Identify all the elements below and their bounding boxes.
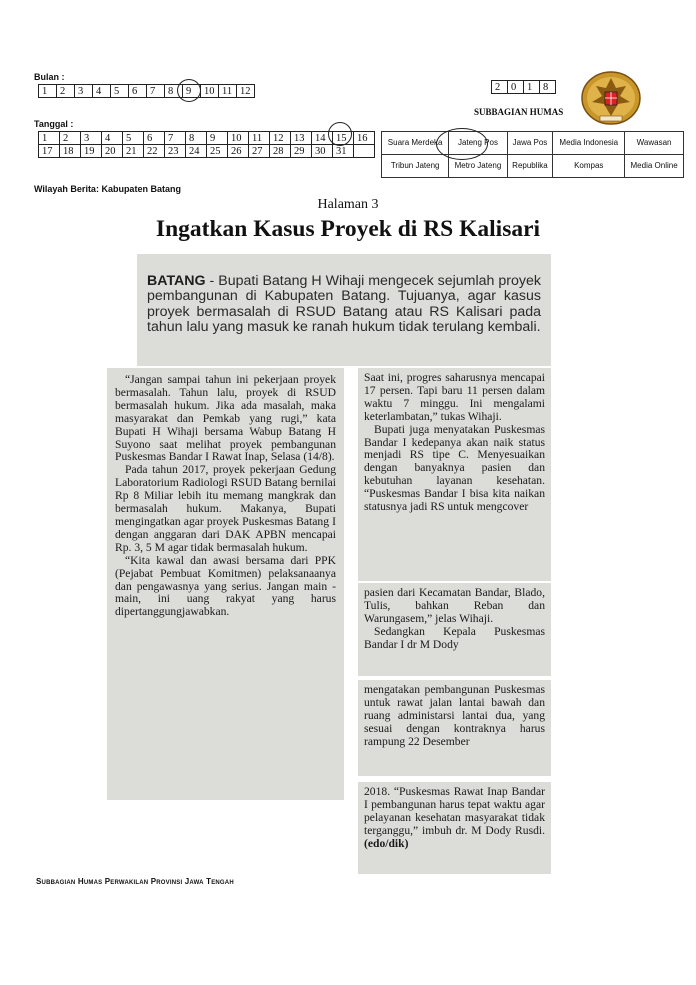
day-cell-6: 6: [144, 132, 165, 145]
col1-paragraph-3: “Kita kawal dan awasi bersama dari PPK (Pejabat Pembuat Komitmen) pelaksanaanya dan pengawasnya yang serius. Jangan main - main, ini uang rakyat yang harus dipertanggungjawabkan.: [115, 553, 336, 619]
month-cell-10: 10: [201, 85, 219, 98]
lead-city: BATANG: [147, 273, 206, 290]
day-cell-22: 22: [144, 145, 165, 158]
day-cell-11: 11: [249, 132, 270, 145]
month-cell-5: 5: [111, 85, 129, 98]
month-cell-1: 1: [39, 85, 57, 98]
month-cell-12: 12: [237, 85, 255, 98]
day-cell-14: 14: [312, 132, 333, 145]
day-cell-20: 20: [102, 145, 123, 158]
col2-paragraph-c: pasien dari Kecamatan Bandar, Blado, Tulis, bahkan Reban dan Warungasem,” jelas Wihaji.: [364, 586, 545, 625]
month-cell-6: 6: [129, 85, 147, 98]
month-cell-4: 4: [93, 85, 111, 98]
day-cell-4: 4: [102, 132, 123, 145]
garuda-emblem-icon: [580, 68, 642, 126]
bulan-label: Bulan :: [34, 72, 65, 82]
paper-jawa-pos: Jawa Pos: [507, 132, 553, 155]
day-cell-17: 17: [39, 145, 60, 158]
month-grid: [38, 84, 255, 98]
day-cell-18: 18: [60, 145, 81, 158]
year-digit-8: 8: [540, 81, 556, 94]
month-cell-3: 3: [75, 85, 93, 98]
newspaper-table: [381, 131, 684, 178]
wilayah-label: Wilayah Berita: Kabupaten Batang: [34, 184, 181, 194]
col1-paragraph-2: Pada tahun 2017, proyek pekerjaan Gedung Laboratorium Radiologi RSUD Batang bernilai Rp 8 Miliar lebih itu memang mangkrak dan bermasalah hukum. Makanya, Bupati mengingatkan agar proyek Puskesmas Batang I dengan anggaran dari DAK APBN mencapai Rp. 3, 5 M agar tidak bermasalah hukum.: [115, 463, 336, 554]
lead-paragraph: BATANG - Bupati Batang H Wihaji mengecek sejumlah proyek pembangunan di Kabupaten Batang. Tujuanya, agar kasus proyek bermasalah di RSUD Batang atau RS Kalisari pada tahun lalu yang masuk ke ranah hukum tidak terulang kembali.: [147, 273, 541, 336]
paper-jateng-pos: Jateng Pos: [449, 132, 507, 155]
day-cell-16: 16: [354, 132, 375, 145]
day-cell-9: 9: [207, 132, 228, 145]
day-cell-8: 8: [186, 132, 207, 145]
year-digit-1: 1: [524, 81, 540, 94]
year-box: [491, 80, 556, 94]
col2-paragraph-a: Saat ini, progres saharusnya mencapai 17 persen. Tapi baru 11 persen dalam waktu 7 minggu. Ini mengalami keterlambatan,” tukas Wihaji.: [364, 371, 545, 423]
paper-metro-jateng: Metro Jateng: [449, 155, 507, 178]
day-cell-5: 5: [123, 132, 144, 145]
day-cell-28: 28: [270, 145, 291, 158]
day-cell-13: 13: [291, 132, 312, 145]
day-cell-26: 26: [228, 145, 249, 158]
day-cell-10: 10: [228, 132, 249, 145]
day-cell-3: 3: [81, 132, 102, 145]
column-2d-clipping: [358, 782, 551, 874]
col2-paragraph-d: Sedangkan Kepala Puskesmas Bandar I dr M Dody: [364, 624, 545, 651]
article-title: Ingatkan Kasus Proyek di RS Kalisari: [155, 216, 541, 242]
date-grid: [38, 131, 375, 158]
column-2c-clipping: [358, 680, 551, 776]
day-selection-circle: [328, 122, 352, 146]
month-cell-7: 7: [147, 85, 165, 98]
column-2a-clipping: [358, 368, 551, 581]
day-cell-2: 2: [60, 132, 81, 145]
paper-media-indonesia: Media Indonesia: [553, 132, 625, 155]
paper-suara-merdeka: Suara Merdeka: [382, 132, 449, 155]
month-cell-9: 9: [183, 85, 201, 98]
paper-media-online: Media Online: [625, 155, 684, 178]
col2-paragraph-f: 2018. “Puskesmas Rawat Inap Bandar I pembangunan harus tepat waktu agar pelayanan kesehatan masyarakat tidak terganggu,” imbuh dr. M Dody Rusdi. (edo/dik): [364, 785, 545, 850]
day-cell-7: 7: [165, 132, 186, 145]
author-signature: (edo/dik): [364, 836, 409, 850]
day-cell-27: 27: [249, 145, 270, 158]
col2-paragraph-b: Bupati juga menyatakan Puskesmas Bandar I kedepanya akan naik status menjadi RS tipe C. Menyesuaikan dengan banyaknya pasien dan kebutuhan layanan kesehatan. “Puskesmas Bandar I bisa kita naikan statusnya jadi RS untuk mengcover: [364, 422, 545, 514]
subbagian-humas-label: SUBBAGIAN HUMAS: [474, 107, 564, 117]
paper-tribun-jateng: Tribun Jateng: [382, 155, 449, 178]
month-cell-11: 11: [219, 85, 237, 98]
day-cell-empty: [354, 145, 375, 158]
year-digit-0: 0: [508, 81, 524, 94]
paper-selection-circle: [436, 128, 488, 160]
day-cell-23: 23: [165, 145, 186, 158]
page-number: Halaman 3: [317, 197, 379, 212]
month-cell-2: 2: [57, 85, 75, 98]
year-digit-2: 2: [492, 81, 508, 94]
paper-republika: Republika: [507, 155, 553, 178]
day-cell-12: 12: [270, 132, 291, 145]
day-cell-21: 21: [123, 145, 144, 158]
month-cell-8: 8: [165, 85, 183, 98]
day-cell-29: 29: [291, 145, 312, 158]
paper-wawasan: Wawasan: [625, 132, 684, 155]
day-cell-30: 30: [312, 145, 333, 158]
month-selection-circle: [177, 79, 201, 102]
day-cell-15: 15: [333, 132, 354, 145]
col2-paragraph-e: mengatakan pembangunan Puskesmas untuk rawat jalan lantai bawah dan ruang administarsi lantai dua, yang sesuai dengan kontraknya harus rampung 22 Desember: [364, 683, 545, 748]
footer-text: Subbagian Humas Perwakilan Provinsi Jawa Tengah: [36, 877, 234, 886]
col1-paragraph-1: “Jangan sampai tahun ini pekerjaan proyek bermasalah. Tahun lalu, proyek di RSUD bermasalah hukum. Jika ada masalah, maka masyarakat dan Pemkab yang rugi,” kata Bupati H Wihaji bersama Wabup Batang H Suyono saat melihat proyek pembangunan Puskesmas Bandar I Rawat Inap, Selasa (14/8).: [115, 373, 336, 464]
column-1-clipping: [107, 368, 344, 800]
tanggal-label: Tanggal :: [34, 119, 74, 129]
day-cell-24: 24: [186, 145, 207, 158]
paper-kompas: Kompas: [553, 155, 625, 178]
day-cell-25: 25: [207, 145, 228, 158]
day-cell-31: 31: [333, 145, 354, 158]
day-cell-19: 19: [81, 145, 102, 158]
lead-clipping: [137, 254, 551, 366]
column-2b-clipping: [358, 583, 551, 676]
day-cell-1: 1: [39, 132, 60, 145]
